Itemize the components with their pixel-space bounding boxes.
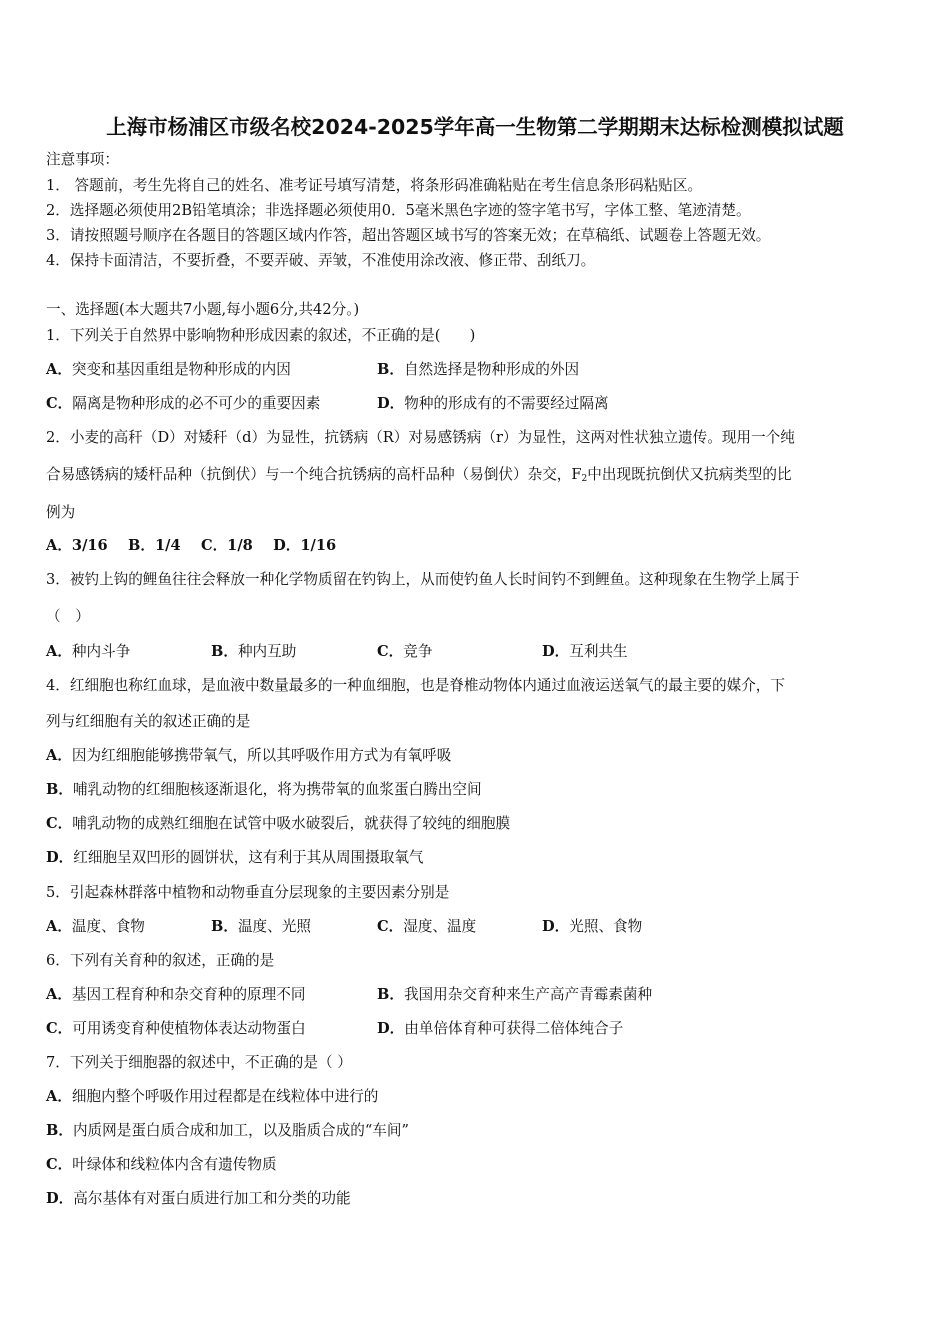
option-key: A．	[46, 918, 72, 935]
option-text: 高尔基体有对蛋白质进行加工和分类的功能	[73, 1190, 351, 1207]
question-2-option-a: 3/16	[71, 537, 108, 554]
question-7-option-d	[46, 1189, 351, 1209]
option-text: 细胞内整个呼吸作用过程都是在线粒体中进行的	[71, 1088, 379, 1105]
option-key: C．	[46, 395, 73, 412]
question-3-option-b	[211, 642, 296, 662]
option-key: C．	[46, 1156, 73, 1173]
option-key: D．	[542, 643, 570, 660]
option-text: 内质网是蛋白质合成和加工，以及脂质合成的“车间”	[72, 1122, 409, 1139]
option-text: 哺乳动物的成熟红细胞在试管中吸水破裂后，就获得了较纯的细胞膜	[72, 815, 511, 832]
option-key: A．	[46, 537, 72, 554]
question-3-option-a	[46, 642, 130, 662]
question-7-option-a	[46, 1087, 378, 1107]
option-key: D．	[46, 849, 74, 866]
option-text: 种内互助	[237, 643, 297, 660]
option-key: C．	[377, 918, 404, 935]
question-5-stem: 5．引起森林群落中植物和动物垂直分层现象的主要因素分别是	[46, 884, 450, 901]
question-4-option-a	[46, 746, 451, 766]
option-text: 突变和基因重组是物种形成的内因	[71, 361, 291, 378]
question-2-option-d: 1/16	[300, 537, 337, 554]
option-key: D．	[377, 395, 405, 412]
question-7-option-c	[46, 1155, 277, 1175]
option-text: 哺乳动物的红细胞核逐渐退化，将为携带氧的血浆蛋白腾出空间	[72, 781, 482, 798]
notice-item-2: 2．选择题必须使用2B铅笔填涂；非选择题必须使用0．5毫米黑色字迹的签字笔书写，字体工整、笔迹清楚。	[46, 202, 751, 219]
question-5-option-b	[211, 917, 311, 937]
option-text: 湿度、温度	[403, 918, 477, 935]
question-6-stem: 6．下列有关育种的叙述，正确的是	[46, 952, 275, 969]
option-key: B．	[211, 643, 238, 660]
question-3-stem-line-1: 3．被钓上钩的鲤鱼往往会释放一种化学物质留在钓钩上，从而使钓鱼人长时间钓不到鲤鱼。这种现象在生物学上属于	[46, 571, 800, 588]
question-4-option-d	[46, 848, 424, 868]
option-key: D．	[377, 1020, 405, 1037]
option-key: A．	[46, 747, 72, 764]
option-text: 可用诱变育种使植物体表达动物蛋白	[72, 1020, 306, 1037]
question-4-option-b	[46, 780, 482, 800]
notice-item-1: 1． 答题前，考生先将自己的姓名、准考证号填写清楚，将条形码准确粘贴在考生信息条形码粘贴区。	[46, 177, 703, 194]
option-key: C．	[377, 643, 404, 660]
option-key: B．	[377, 361, 404, 378]
option-key: B．	[46, 1122, 73, 1139]
option-text: 温度、光照	[237, 918, 311, 935]
question-2-option-b: 1/4	[154, 537, 181, 554]
question-7-stem: 7．下列关于细胞器的叙述中，不正确的是（ ）	[46, 1054, 352, 1071]
page-title: 上海市杨浦区市级名校2024-2025学年高一生物第二学期期末达标检测模拟试题	[106, 115, 844, 139]
option-text: 隔离是物种形成的必不可少的重要因素	[72, 395, 321, 412]
question-5-option-d	[542, 917, 642, 937]
notice-item-4: 4．保持卡面清洁，不要折叠，不要弄破、弄皱，不准使用涂改液、修正带、刮纸刀。	[46, 252, 596, 269]
question-5-option-c	[377, 917, 476, 937]
question-2-option-c: 1/8	[227, 537, 253, 554]
option-key: C．	[200, 537, 228, 554]
question-3-option-c	[377, 642, 432, 662]
question-4-option-c	[46, 814, 510, 834]
option-text: 叶绿体和线粒体内含有遗传物质	[72, 1156, 277, 1173]
question-5-option-a	[46, 917, 145, 937]
option-key: A．	[46, 361, 72, 378]
question-3-option-d	[542, 642, 628, 662]
question-4-stem-line-1: 4．红细胞也称红血球，是血液中数量最多的一种血细胞，也是脊椎动物体内通过血液运送氧气的最主要的媒介，下	[46, 677, 785, 694]
question-2-stem-line-1: 2．小麦的高秆（D）对矮秆（d）为显性，抗锈病（R）对易感锈病（r）为显性，这两对性状独立遗传。现用一个纯	[46, 429, 795, 446]
option-text: 光照、食物	[569, 918, 643, 935]
option-key: C．	[46, 815, 73, 832]
option-key: A．	[46, 643, 72, 660]
notice-heading: 注意事项：	[46, 151, 119, 168]
question-6-option-c	[46, 1019, 306, 1039]
question-1-option-b	[377, 360, 579, 380]
option-text: 竞争	[403, 643, 433, 660]
option-text: 种内斗争	[71, 643, 131, 660]
option-key: B．	[377, 986, 404, 1003]
option-text: 基因工程育种和杂交育种的原理不同	[71, 986, 306, 1003]
question-4-stem-line-2: 列与红细胞有关的叙述正确的是	[46, 713, 251, 730]
option-text: 红细胞呈双凹形的圆饼状，这有利于其从周围摄取氧气	[73, 849, 424, 866]
option-key: D．	[46, 1190, 74, 1207]
option-text: 物种的形成有的不需要经过隔离	[404, 395, 609, 412]
question-2-stem-line-2: 合易感锈病的矮杆品种（抗倒伏）与一个纯合抗锈病的高杆品种（易倒伏）杂交，$F_2$中出现既抗倒伏又抗病类型的比	[46, 466, 792, 484]
question-2-stem-line-3: 例为	[46, 504, 76, 521]
option-text: 因为红细胞能够携带氧气，所以其呼吸作用方式为有氧呼吸	[71, 747, 452, 764]
option-key: B．	[128, 537, 155, 554]
question-1-option-d	[377, 394, 609, 414]
option-key: D．	[542, 918, 570, 935]
option-text: 由单倍体育种可获得二倍体纯合子	[404, 1020, 624, 1037]
option-text: 互利共生	[569, 643, 628, 660]
question-1-option-c	[46, 394, 320, 414]
question-1-stem: 1．下列关于自然界中影响物种形成因素的叙述，不正确的是( )	[46, 327, 476, 344]
option-key: D．	[273, 537, 301, 554]
option-text: 温度、食物	[71, 918, 145, 935]
question-3-stem-line-2: （ ）	[46, 608, 90, 625]
question-7-option-b	[46, 1121, 409, 1141]
option-text: 我国用杂交育种来生产高产青霉素菌种	[403, 986, 653, 1003]
question-6-option-a	[46, 985, 305, 1005]
option-key: B．	[211, 918, 238, 935]
question-1-option-a	[46, 360, 291, 380]
option-key: B．	[46, 781, 73, 798]
option-key: A．	[46, 1088, 72, 1105]
notice-item-3: 3．请按照题号顺序在各题目的答题区域内作答，超出答题区域书写的答案无效；在草稿纸、试题卷上答题无效。	[46, 227, 771, 244]
question-6-option-d	[377, 1019, 623, 1039]
option-key: C．	[46, 1020, 73, 1037]
option-text: 自然选择是物种形成的外因	[403, 361, 580, 378]
question-2-options	[46, 536, 336, 556]
section-heading: 一、选择题(本大题共7小题,每小题6分,共42分。)	[46, 301, 360, 318]
question-6-option-b	[377, 985, 652, 1005]
option-key: A．	[46, 986, 72, 1003]
